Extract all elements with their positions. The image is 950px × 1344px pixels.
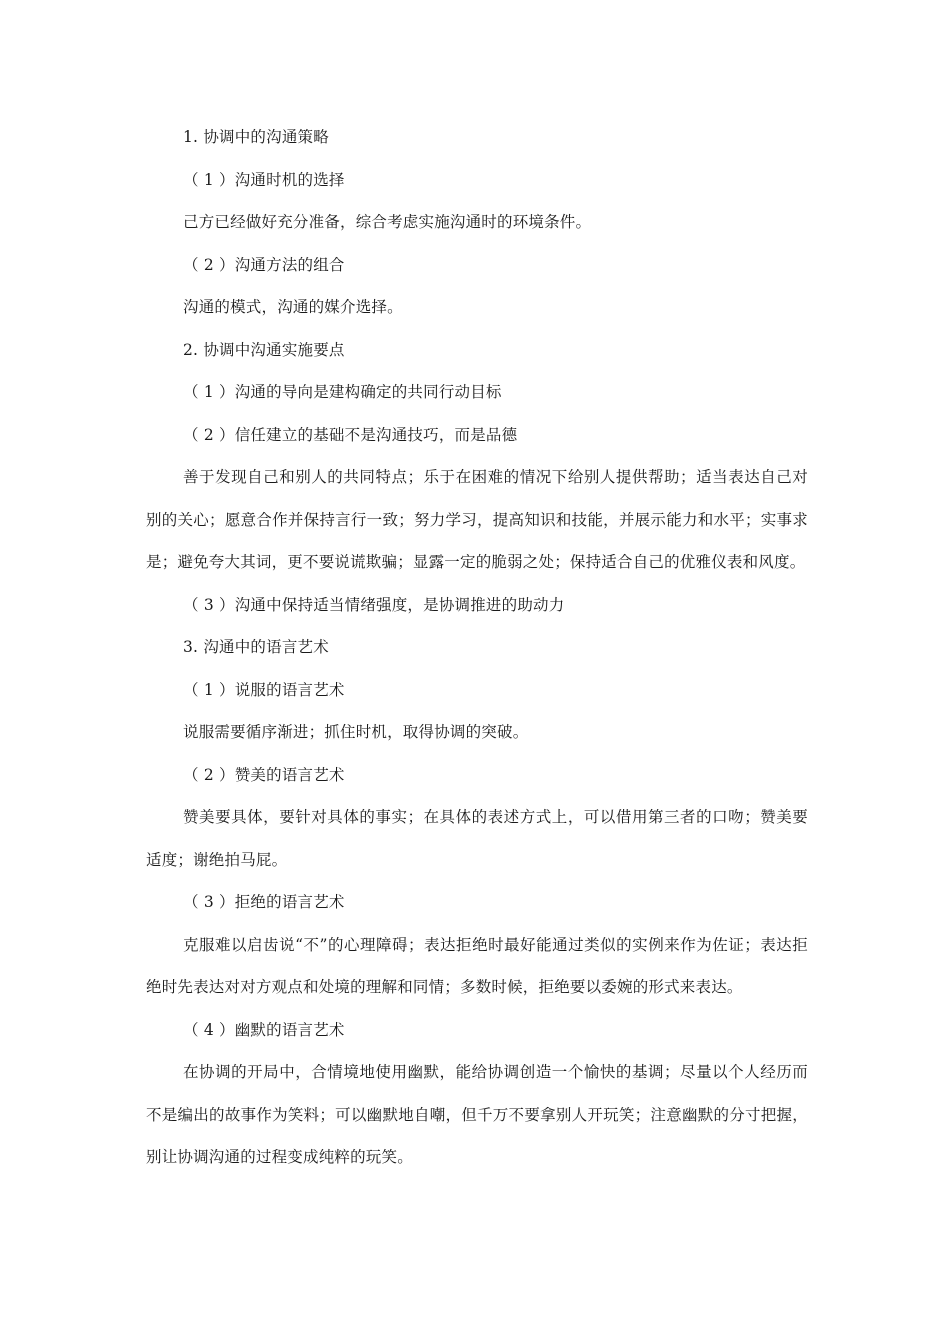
paragraph: 己方已经做好充分准备，综合考虑实施沟通时的环境条件。 (183, 213, 592, 231)
subheading-3-2: （ 2 ）赞美的语言艺术 (183, 765, 345, 784)
subheading-3-1: （ 1 ）说服的语言艺术 (183, 680, 345, 699)
paragraph: 赞美要具体，要针对具体的事实；在具体的表述方式上，可以借用第三者的口吻；赞美要适度；谢绝拍马屁。 (146, 808, 808, 869)
document-body (146, 116, 808, 1179)
paragraph: 善于发现自己和别人的共同特点；乐于在困难的情况下给别人提供帮助；适当表达自己对别的关心；愿意合作并保持言行一致；努力学习，提高知识和技能，并展示能力和水平；实事求是；避免夸大其词，更不要说谎欺骗；显露一定的脆弱之处；保持适合自己的优雅仪表和风度。 (146, 468, 808, 571)
subheading-3-4: （ 4 ）幽默的语言艺术 (183, 1020, 345, 1039)
paragraph: 沟通的模式，沟通的媒介选择。 (183, 298, 403, 316)
paragraph: 在协调的开局中，合情境地使用幽默，能给协调创造一个愉快的基调；尽量以个人经历而不是编出的故事作为笑料；可以幽默地自嘲，但千万不要拿别人开玩笑；注意幽默的分寸把握，别让协调沟通的过程变成纯粹的玩笑。 (146, 1063, 808, 1166)
heading-1: 1. 协调中的沟通策略 (183, 128, 329, 146)
subheading-2-3: （ 3 ）沟通中保持适当情绪强度，是协调推进的助动力 (183, 595, 565, 614)
paragraph: 说服需要循序渐进；抓住时机，取得协调的突破。 (183, 723, 529, 741)
heading-3: 3. 沟通中的语言艺术 (183, 638, 329, 656)
subheading-2-1: （ 1 ）沟通的导向是建构确定的共同行动目标 (183, 383, 502, 401)
subheading-1-2: （ 2 ）沟通方法的组合 (183, 255, 345, 274)
subheading-3-3: （ 3 ）拒绝的语言艺术 (183, 893, 345, 911)
subheading-2-2: （ 2 ）信任建立的基础不是沟通技巧，而是品德 (183, 425, 518, 444)
subheading-1-1: （ 1 ）沟通时机的选择 (183, 170, 345, 189)
paragraph: 克服难以启齿说“不”的心理障碍；表达拒绝时最好能通过类似的实例来作为佐证；表达拒绝时先表达对对方观点和处境的理解和同情；多数时候，拒绝要以委婉的形式来表达。 (146, 935, 808, 996)
heading-2: 2. 协调中沟通实施要点 (183, 340, 345, 359)
